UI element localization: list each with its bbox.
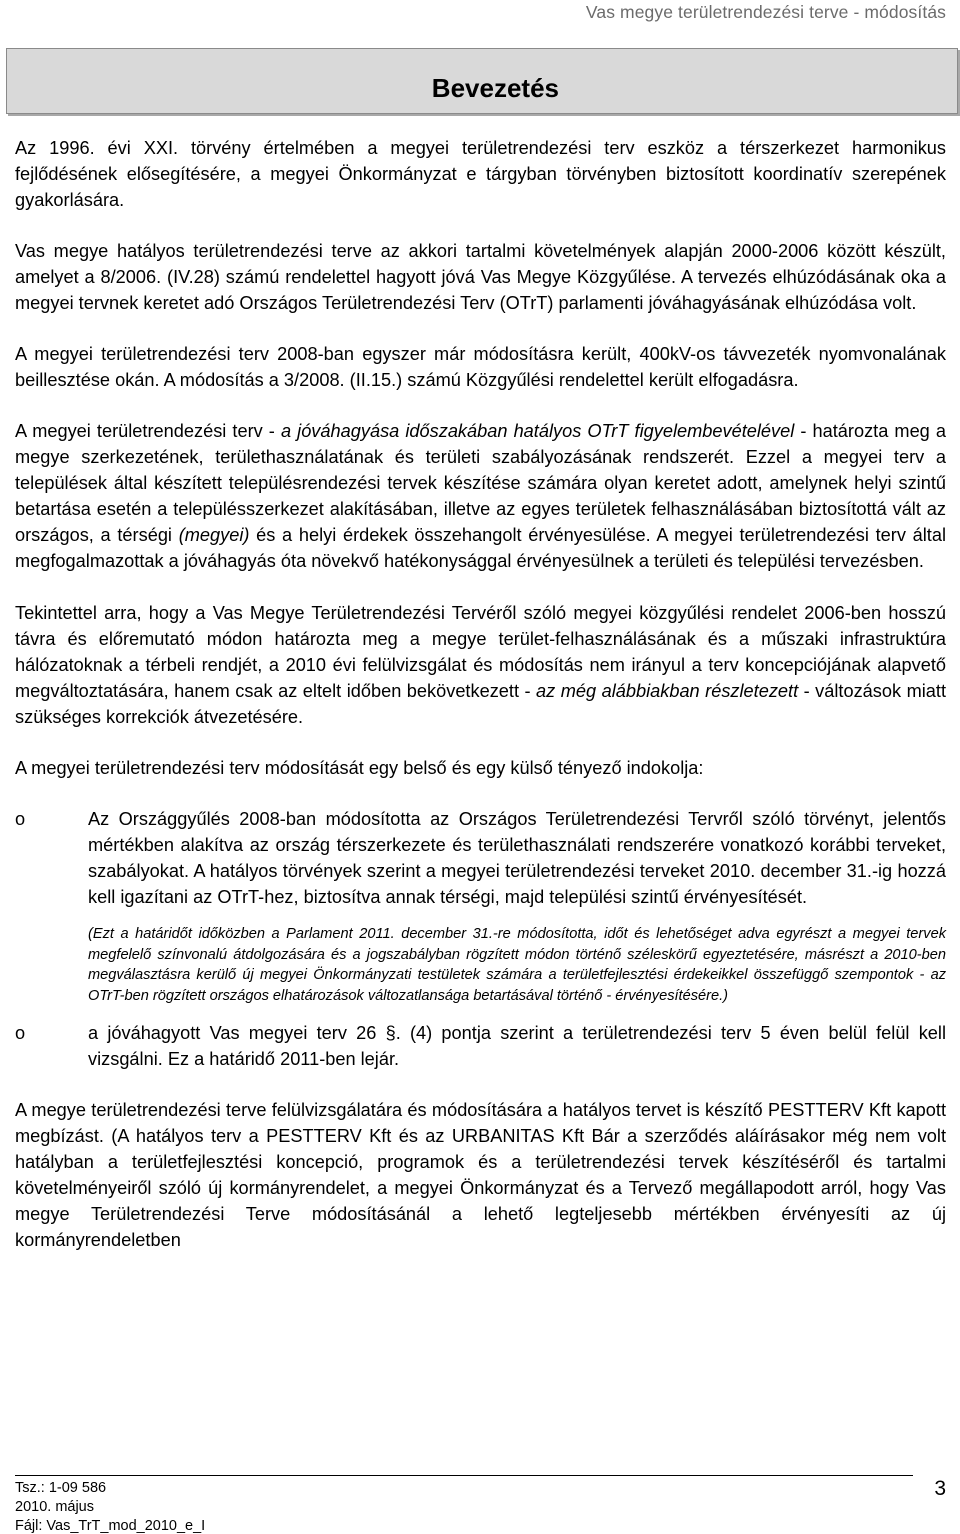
footer-file: Fájl: Vas_TrT_mod_2010_e_I [15,1518,206,1534]
bullet-marker: o [15,1023,26,1043]
list-item [15,1020,946,1072]
paragraph-7: A megye területrendezési terve felülvizsgálatára és módosítására a hatályos tervet is készítő PESTTERV Kft kapott megbízást. (A hatályos terv a PESTTERV Kft és az URBANITAS Kft Bár a szerződés aláírásakor még nem volt hatályban a területfejlesztési koncepció, programok és a területrendezési tervek készítéséről és tartalmi követelményeiről szóló új kormányrendelet, a megyei Önkormányzat és a Tervező megállapodott arról, hogy Vas megye Területrendezési Terve módosításánál a lehető legteljesebb mértékben érvényesíti az új kormányrendeletben [15,1100,946,1250]
paragraph-1: Az 1996. évi XXI. törvény értelmében a megyei területrendezési terv eszköz a térszerkezet harmonikus fejlődésének elősegítésére, a megyei Önkormányzat e tárgyban törvényben biztosított koordinatív szerepének gyakorlására. [15,138,946,210]
paragraph-2: Vas megye hatályos területrendezési terve az akkori tartalmi követelmények alapján 2000-2006 között készült, amelyet a 8/2006. (IV.28) számú rendelettel hagyott jóvá Vas Megye Közgyűlése. A tervezés elhúzódásának oka a megyei tervnek keretet adó Országos Területrendezési Terv (OTrT) parlamenti jóváhagyásának elhúzódása volt. [15,241,946,313]
section-title-box [6,48,958,114]
list-item [15,806,946,910]
running-header-title: Vas megye területrendezési terve - módosítás [585,2,946,22]
emphasis-text: a jóváhagyása időszakában hatályos OTrT figyelembevételével [280,421,795,441]
bullet-marker: o [15,809,26,829]
emphasis-text: (megyei) [178,525,250,545]
document-body [15,135,946,1253]
paragraph-3: A megyei területrendezési terv 2008-ban egyszer már módosításra került, 400kV-os távvezeték nyomvonalának beillesztése okán. A módosítás a 3/2008. (II.15.) számú Közgyűlési rendelettel került elfogadásra. [15,344,946,390]
footer-divider [15,1475,913,1476]
list-item-text: Az Országgyűlés 2008-ban módosította az Országos Területrendezési Tervről szóló törvényt, jelentős mértékben alakítva az ország térszerkezete és területhasználati rendszerére vonatkozó korábbi terveket, szabályokat. A hatályos törvények szerint a megyei területrendezési terveket 2010. december 31.-ig hozzá kell igazítani az OTrT-hez, biztosítva annak térségi, majd települési szintű érvényesítését. [88,809,946,907]
footnote-remark: (Ezt a határidőt időközben a Parlament 2011. december 31.-re módosította, időt és lehetőséget adva egyrészt a megyei tervek megfelelő színvonalú átdolgozására és a jogszabályban rögzített módon történő széleskörű egyeztetésére, másrészt a 2010-ben megválasztásra kerülő új megyei Önkormányzati testületek számára a területfejlesztési érdekeikkel összefüggő szempontok - az OTrT-ben rögzített országos elhatározások változatlansága betartásával történő - érvényesítésére.) [88,926,946,1004]
footer-tsz: Tsz.: 1-09 586 [15,1480,107,1496]
paragraph-4: A megyei területrendezési terv - a jóváhagyása időszakában hatályos OTrT figyelembevételével - határozta meg a megye szerkezetének, területhasználatának és területi szabályozásának rendszerét. Ezzel a megyei terv a települések által készített településrendezési tervek készítése számára olyan keretet adott, amelynek helyi szintű betartása esetén a településszerkezet alakításában, illetve az egyes területek felhasználásában biztosítottá vált az országos, a térségi (megyei) és a helyi érdekek összehangolt érvényesülése. A megyei területrendezési terv által megfogalmazottak a jóváhagyás óta növekvő hatékonysággal érvényesülnek a területi és települési tervezésben. [15,421,947,571]
paragraph-6: A megyei területrendezési terv módosítását egy belső és egy külső tényező indokolja: [15,758,704,778]
page-number: 3 [934,1477,946,1500]
footer-date: 2010. május [15,1499,94,1515]
section-title: Bevezetés [431,73,559,103]
paragraph-5: Tekintettel arra, hogy a Vas Megye Területrendezési Tervéről szóló megyei közgyűlési rendelet 2006-ben hosszú távra és előremutató módon határozta meg a megye terület-felhasználásának és a műszaki infrastruktúra hálózatoknak a térbeli rendjét, a 2010 évi felülvizsgálat és módosítás nem irányul a terv koncepciójának alapvető megváltoztatására, hanem csak az eltelt időben bekövetkezett - az még alábbiakban részletezett - változások miatt szükséges korrekciók átvezetésére. [15,603,946,727]
list-item-text: a jóváhagyott Vas megyei terv 26 §. (4) pontja szerint a területrendezési terv 5 éven belül felül kell vizsgálni. Ez a határidő 2011-ben lejár. [88,1023,946,1069]
footer [15,1479,205,1534]
emphasis-text: az még alábbiakban részletezett [536,681,799,701]
